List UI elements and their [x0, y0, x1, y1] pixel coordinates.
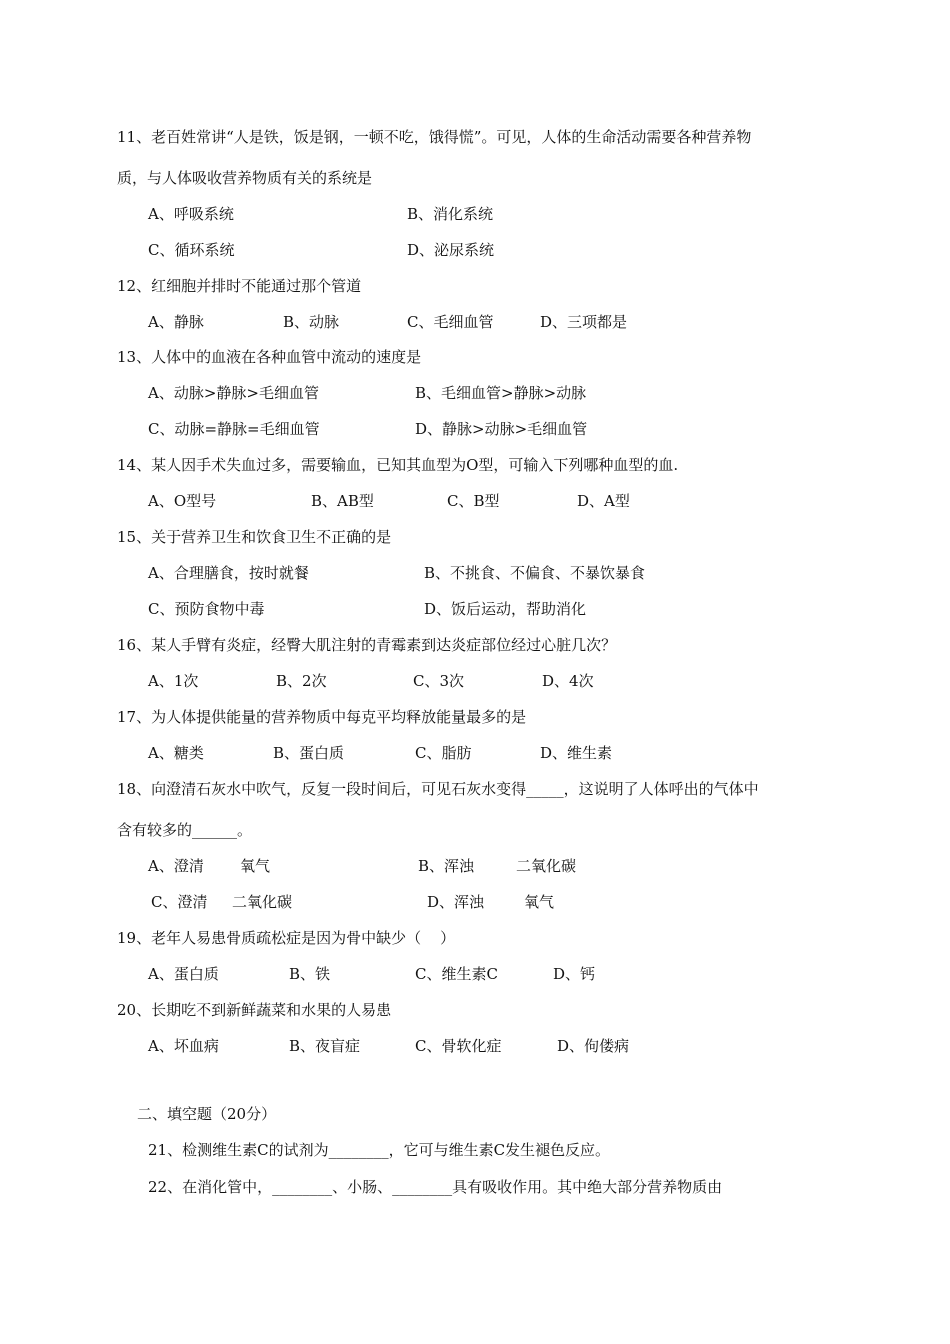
q19-option-d: D、钙 — [553, 965, 596, 983]
q12-option-c: C、毛细血管 — [407, 313, 494, 331]
q11-stem-line1: 11、老百姓常讲“人是铁，饭是钢，一顿不吃，饿得慌”。可见，人体的生命活动需要各种营养物 — [117, 128, 752, 146]
q13-option-d: D、静脉>动脉>毛细血管 — [415, 420, 588, 438]
q12-option-b: B、动脉 — [283, 313, 340, 331]
q18-option-b-label: B、浑浊 — [418, 857, 475, 875]
q18-option-c-label: C、澄清 — [151, 893, 208, 911]
q13-option-b: B、毛细血管>静脉>动脉 — [415, 384, 587, 402]
q12-option-d: D、三项都是 — [540, 313, 628, 331]
q22-stem: 22、在消化管中，________、小肠、________具有吸收作用。其中绝大部分营养物质由 — [148, 1178, 723, 1196]
q20-option-c: C、骨软化症 — [415, 1037, 502, 1055]
q18-option-d-gas: 氧气 — [524, 893, 555, 911]
q14-option-c: C、B型 — [447, 492, 500, 510]
q13-option-c: C、动脉=静脉=毛细血管 — [148, 420, 320, 438]
q17-option-a: A、糖类 — [148, 744, 204, 762]
q15-option-d: D、饭后运动，帮助消化 — [424, 600, 587, 618]
q19-option-b: B、铁 — [289, 965, 331, 983]
q11-option-b: B、消化系统 — [407, 205, 494, 223]
q20-option-a: A、坏血病 — [148, 1037, 219, 1055]
section-title: 二、填空题（20分） — [137, 1105, 277, 1123]
q15-stem: 15、关于营养卫生和饮食卫生不正确的是 — [117, 528, 392, 546]
q18-option-a-gas: 氧气 — [240, 857, 271, 875]
q11-option-c: C、循环系统 — [148, 241, 235, 259]
q11-option-a: A、呼吸系统 — [148, 205, 234, 223]
q20-option-d: D、佝偻病 — [557, 1037, 630, 1055]
q16-option-d: D、4次 — [542, 672, 594, 690]
q13-stem: 13、人体中的血液在各种血管中流动的速度是 — [117, 348, 422, 366]
q18-stem-line1: 18、向澄清石灰水中吹气，反复一段时间后，可见石灰水变得_____，这说明了人体呼出的气体中 — [117, 780, 759, 798]
q11-option-d: D、泌尿系统 — [407, 241, 495, 259]
q16-stem: 16、某人手臂有炎症，经臀大肌注射的青霉素到达炎症部位经过心脏几次？ — [117, 636, 617, 654]
q11-stem-line2: 质，与人体吸收营养物质有关的系统是 — [117, 169, 373, 187]
q14-option-d: D、A型 — [577, 492, 630, 510]
q13-option-a: A、动脉>静脉>毛细血管 — [148, 384, 319, 402]
q15-option-c: C、预防食物中毒 — [148, 600, 265, 618]
q18-option-a-label: A、澄清 — [148, 857, 204, 875]
q15-option-b: B、不挑食、不偏食、不暴饮暴食 — [424, 564, 646, 582]
q20-stem: 20、长期吃不到新鲜蔬菜和水果的人易患 — [117, 1001, 392, 1019]
q17-stem: 17、为人体提供能量的营养物质中每克平均释放能量最多的是 — [117, 708, 527, 726]
q17-option-c: C、脂肪 — [415, 744, 472, 762]
q14-stem: 14、某人因手术失血过多，需要输血，已知其血型为O型，可输入下列哪种血型的血. — [117, 456, 679, 474]
q18-option-b-gas: 二氧化碳 — [516, 857, 577, 875]
q18-option-c-gas: 二氧化碳 — [232, 893, 293, 911]
q15-option-a: A、合理膳食，按时就餐 — [148, 564, 309, 582]
q18-stem-line2: 含有较多的______。 — [117, 821, 253, 839]
q16-option-b: B、2次 — [276, 672, 327, 690]
q17-option-d: D、维生素 — [540, 744, 613, 762]
q17-option-b: B、蛋白质 — [273, 744, 345, 762]
q19-option-c: C、维生素C — [415, 965, 498, 983]
q14-option-b: B、AB型 — [311, 492, 374, 510]
q21-stem: 21、检测维生素C的试剂为________，它可与维生素C发生褪色反应。 — [148, 1141, 611, 1159]
q16-option-a: A、1次 — [148, 672, 199, 690]
q18-option-d-label: D、浑浊 — [427, 893, 485, 911]
q16-option-c: C、3次 — [413, 672, 465, 690]
q19-stem: 19、老年人易患骨质疏松症是因为骨中缺少（ ） — [117, 929, 456, 947]
q20-option-b: B、夜盲症 — [289, 1037, 361, 1055]
q14-option-a: A、O型号 — [148, 492, 217, 510]
q19-option-a: A、蛋白质 — [148, 965, 219, 983]
q12-stem: 12、红细胞并排时不能通过那个管道 — [117, 277, 362, 295]
q12-option-a: A、静脉 — [148, 313, 204, 331]
